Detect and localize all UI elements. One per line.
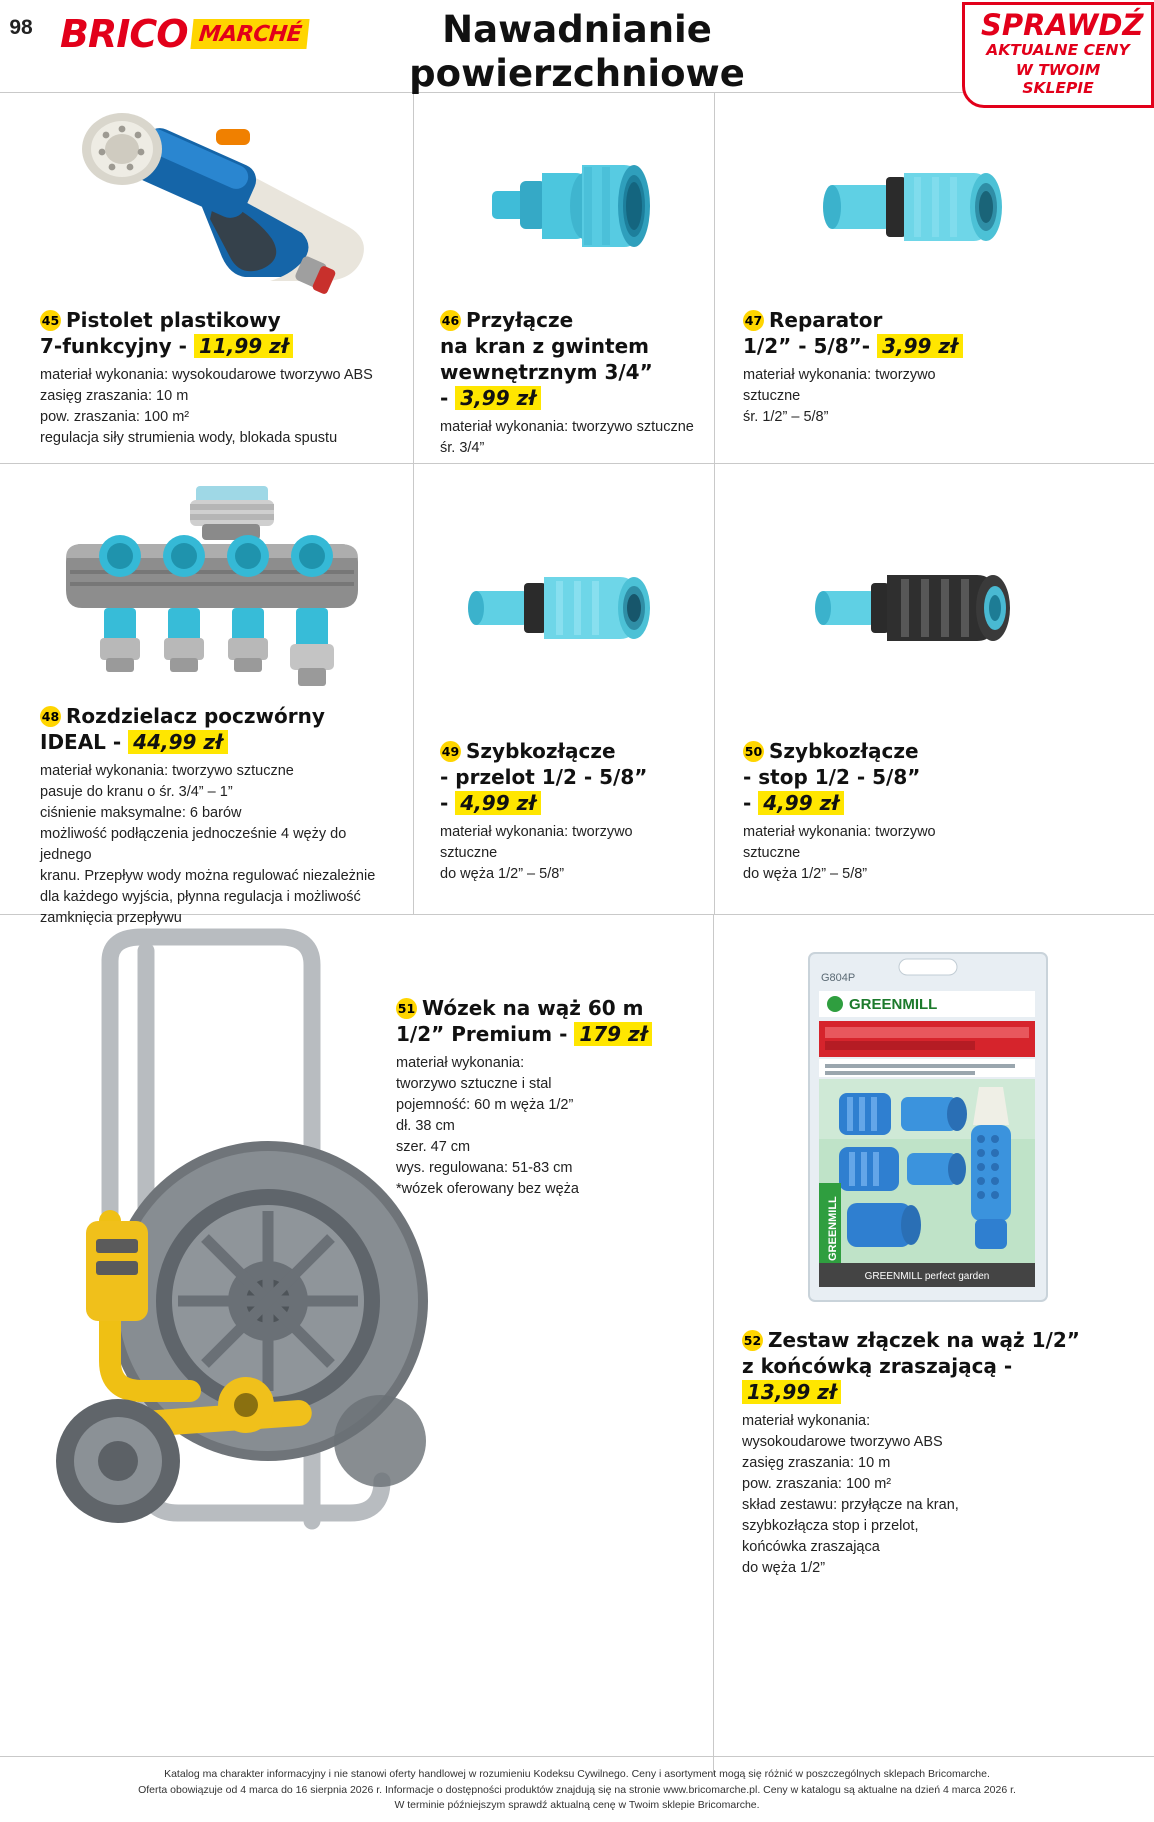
product-desc-49 <box>440 822 698 885</box>
badge-line-2: AKTUALNE CENY <box>986 41 1130 59</box>
product-card-50 <box>715 464 1154 914</box>
page-number: 98 <box>9 16 33 39</box>
desc-line: śr. 3/4” <box>440 440 485 457</box>
connector-set-blister-pack-icon <box>803 947 1053 1307</box>
product-title-46-line3: wewnętrznym 3/4” <box>440 360 653 384</box>
product-title-47-line2: 1/2” - 5/8”- <box>743 334 878 358</box>
desc-line: sztuczne <box>743 845 801 862</box>
desc-line: materiał wykonania: tworzywo sztuczne <box>40 763 294 779</box>
product-title-46-line2: na kran z gwintem <box>440 334 650 358</box>
product-card-52 <box>714 915 1153 1775</box>
svg-text:GREENMILL: GREENMILL <box>826 1196 839 1261</box>
product-number-50: 50 <box>743 741 764 762</box>
product-image-49 <box>440 478 698 738</box>
svg-text:GREENMILL perfect garden: GREENMILL perfect garden <box>864 1271 989 1282</box>
desc-line: pow. zraszania: 100 m² <box>40 409 190 426</box>
product-name-47: Reparator <box>769 308 883 332</box>
desc-line: pojemność: 60 m węża 1/2” <box>396 1097 574 1114</box>
product-price-52: 13,99 zł <box>742 1380 841 1404</box>
product-price-47: 3,99 zł <box>877 334 962 358</box>
logo-marche-text: MARCHÉ <box>190 19 310 49</box>
desc-line: końcówka zraszająca <box>742 1539 880 1556</box>
desc-line: wys. regulowana: 51-83 cm <box>396 1160 573 1177</box>
desc-line: do węża 1/2” – 5/8” <box>743 866 868 883</box>
desc-line: sztuczne <box>440 845 498 862</box>
product-desc-52 <box>742 1411 1113 1579</box>
desc-line: materiał wykonania: tworzywo <box>743 367 936 383</box>
product-card-45 <box>0 93 413 463</box>
product-image-48 <box>40 478 397 703</box>
product-title-52 <box>742 1327 1113 1405</box>
product-number-45: 45 <box>40 310 61 331</box>
product-number-48: 48 <box>40 706 61 727</box>
badge-line-1: SPRAWDŹ <box>981 8 1144 42</box>
desc-line: pow. zraszania: 100 m² <box>742 1476 892 1493</box>
product-price-51: 179 zł <box>574 1022 652 1046</box>
desc-line: regulacja siły strumienia wody, blokada spustu <box>40 430 338 447</box>
product-row-3 <box>0 915 1154 1775</box>
product-card-47 <box>715 93 1154 463</box>
product-name-50: Szybkozłącze <box>769 739 919 763</box>
product-title-45-line2: 7-funkcyjny - <box>40 334 194 358</box>
product-image-46 <box>440 107 698 307</box>
product-price-48: 44,99 zł <box>128 730 227 754</box>
desc-line: materiał wykonania: <box>742 1413 871 1429</box>
product-card-51 <box>0 915 713 1775</box>
product-title-45 <box>40 307 397 359</box>
product-name-48: Rozdzielacz poczwórny <box>66 704 325 728</box>
footer-line-3: W terminie późniejszym sprawdź aktualną cenę w Twoim sklepie Bricomarche. <box>394 1799 760 1812</box>
desc-line: zasięg zraszania: 10 m <box>742 1455 891 1472</box>
hose-repairer-icon <box>814 147 1044 267</box>
quick-connector-stop-icon <box>809 553 1049 663</box>
product-desc-45 <box>40 365 397 449</box>
desc-line: do węża 1/2” – 5/8” <box>440 866 565 883</box>
product-title-50-line3: - <box>743 791 759 815</box>
desc-line: materiał wykonania: <box>396 1055 525 1071</box>
desc-line: zasięg zraszania: 10 m <box>40 388 189 405</box>
desc-line: pasuje do kranu o śr. 3/4” – 1” <box>40 784 233 801</box>
desc-line: dla każdego wyjścia, płynna regulacja i możliwość <box>40 889 361 906</box>
product-image-50 <box>743 478 1114 738</box>
logo-brico-text: BRICO <box>60 12 188 56</box>
product-title-51 <box>396 995 696 1047</box>
pack-code-text: G804P <box>820 972 855 984</box>
product-desc-47 <box>743 365 1114 428</box>
product-price-45: 11,99 zł <box>194 334 293 358</box>
product-desc-51 <box>396 1053 696 1200</box>
product-title-48 <box>40 703 397 755</box>
product-title-46 <box>440 307 698 411</box>
product-text-51 <box>396 995 696 1200</box>
product-price-49: 4,99 zł <box>455 791 540 815</box>
product-image-52 <box>742 915 1113 1315</box>
desc-line: materiał wykonania: tworzywo <box>743 824 936 840</box>
product-title-50-line2: - stop 1/2 - 5/8” <box>743 765 921 789</box>
product-title-52-line2: z końcówką zraszającą - <box>742 1354 1013 1378</box>
page-title-line1: Nawadnianie <box>442 8 712 51</box>
product-title-49-line3: - <box>440 791 456 815</box>
desc-line: zamknięcia przepływu <box>40 910 182 927</box>
product-row-2 <box>0 464 1154 927</box>
product-desc-50 <box>743 822 1114 885</box>
desc-line: *wózek oferowany bez węża <box>396 1181 579 1198</box>
product-title-47 <box>743 307 1114 359</box>
product-price-50: 4,99 zł <box>758 791 843 815</box>
product-number-51: 51 <box>396 998 417 1019</box>
product-title-51-line2: 1/2” Premium - <box>396 1022 575 1046</box>
product-name-49: Szybkozłącze <box>466 739 616 763</box>
product-title-49 <box>440 738 698 816</box>
product-name-46: Przyłącze <box>466 308 574 332</box>
footer-line-2: Oferta obowiązuje od 4 marca do 16 sierpnia 2026 r. Informacje o dostępności produktów znajdują się na stronie www.bricomarche.pl. Ceny w katalogu są aktualne na dzień 4 marca 2026 r. <box>138 1783 1016 1796</box>
tap-connector-icon <box>464 147 674 267</box>
spray-gun-7-function-icon <box>40 107 380 302</box>
desc-line: kranu. Przepływ wody można regulować niezależnie <box>40 868 376 885</box>
product-title-48-line2: IDEAL - <box>40 730 129 754</box>
desc-line: możliwość podłączenia jednocześnie 4 węży do jednego <box>40 826 347 864</box>
product-desc-46 <box>440 417 698 459</box>
desc-line: sztuczne <box>743 388 801 405</box>
page-header <box>0 0 1154 97</box>
desc-line: tworzywo sztuczne i stal <box>396 1076 552 1093</box>
desc-line: szer. 47 cm <box>396 1139 471 1156</box>
desc-line: dł. 38 cm <box>396 1118 455 1135</box>
product-name-45: Pistolet plastikowy <box>66 308 281 332</box>
product-title-50 <box>743 738 1114 816</box>
desc-line: wysokoudarowe tworzywo ABS <box>742 1434 943 1451</box>
desc-line: materiał wykonania: tworzywo sztuczne <box>440 419 694 435</box>
quick-connector-flow-icon <box>462 553 677 663</box>
product-number-47: 47 <box>743 310 764 331</box>
product-price-46: 3,99 zł <box>455 386 540 410</box>
product-card-49 <box>414 464 714 914</box>
product-row-1 <box>0 93 1154 463</box>
product-number-52: 52 <box>742 1330 763 1351</box>
legal-footer <box>0 1756 1154 1822</box>
desc-line: ciśnienie maksymalne: 6 barów <box>40 805 242 822</box>
desc-line: materiał wykonania: tworzywo <box>440 824 633 840</box>
product-number-49: 49 <box>440 741 461 762</box>
desc-line: do węża 1/2” <box>742 1560 826 1577</box>
product-number-46: 46 <box>440 310 461 331</box>
badge-line-3: W TWOIM SKLEPIE <box>1015 60 1101 97</box>
product-name-51: Wózek na wąż 60 m <box>422 996 644 1020</box>
desc-line: szybkozłącza stop i przelot, <box>742 1518 919 1535</box>
product-card-48 <box>0 464 413 927</box>
product-text-52 <box>742 1327 1113 1579</box>
product-desc-48 <box>40 761 397 929</box>
desc-line: skład zestawu: przyłącze na kran, <box>742 1497 959 1514</box>
desc-line: śr. 1/2” – 5/8” <box>743 409 829 426</box>
page-title-line2: powierzchniowe <box>409 51 745 95</box>
product-title-49-line2: - przelot 1/2 - 5/8” <box>440 765 648 789</box>
desc-line: materiał wykonania: wysokoudarowe tworzywo ABS <box>40 367 373 383</box>
footer-line-1: Katalog ma charakter informacyjny i nie stanowi oferty handlowej w rozumieniu Kodeksu Cywilnego. Ceny i asortyment mogą się różnić w poszczególnych sklepach Bricomarche. <box>164 1767 990 1780</box>
product-name-52: Zestaw złączek na wąż 1/2” <box>768 1328 1080 1352</box>
product-title-46-line4: - <box>440 386 456 410</box>
four-way-splitter-icon <box>40 478 380 698</box>
product-image-47 <box>743 107 1114 307</box>
product-card-46 <box>414 93 714 463</box>
svg-text:GREENMILL: GREENMILL <box>848 996 937 1013</box>
product-image-45 <box>40 107 397 307</box>
